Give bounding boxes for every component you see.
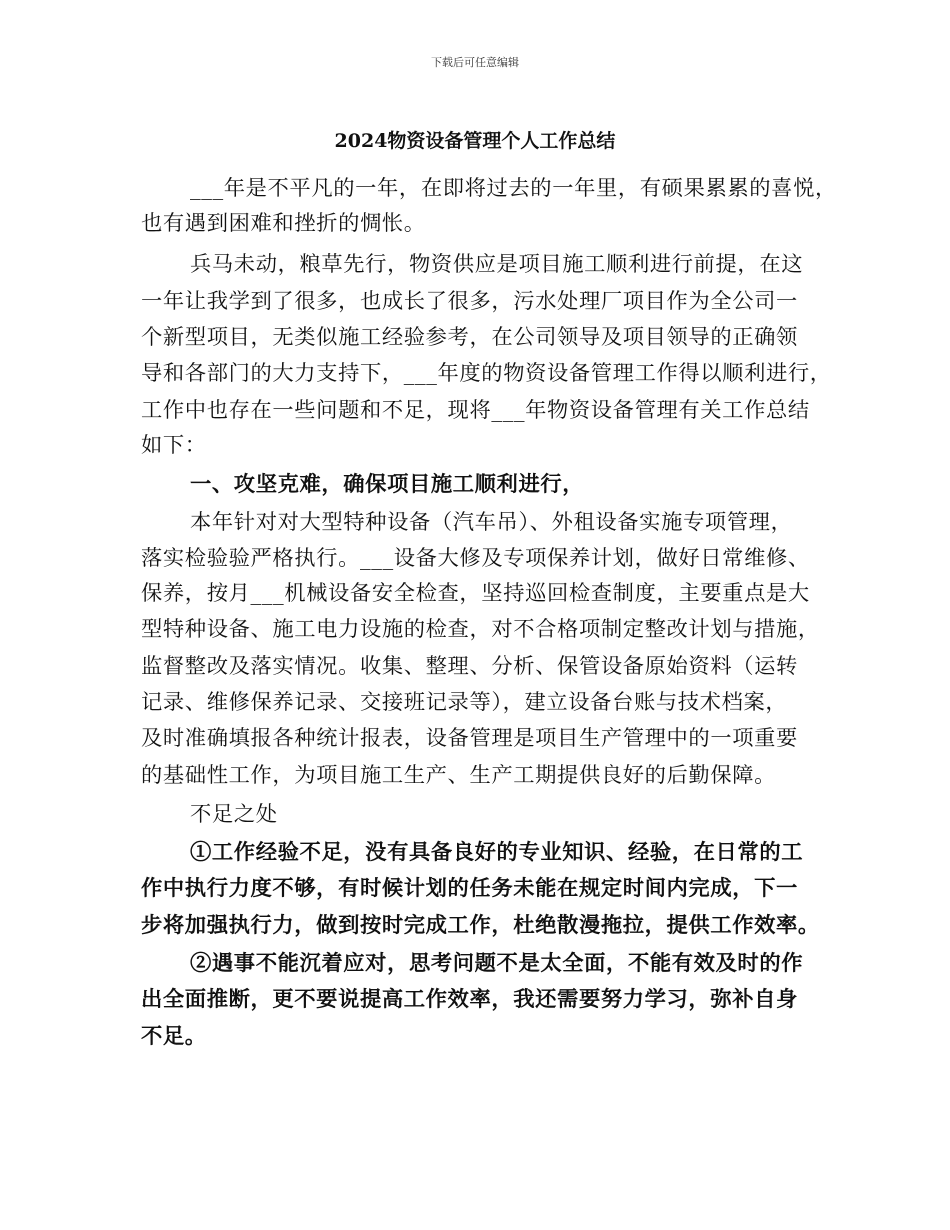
paragraph-line: ②遇事不能沉着应对，思考问题不是太全面，不能有效及时的作: [190, 951, 804, 976]
paragraph-line: 及时准确填报各种统计报表，设备管理是项目生产管理中的一项重要: [141, 726, 798, 751]
paragraph-line: 兵马未动，粮草先行，物资供应是项目施工顺利进行前提，在这: [190, 252, 804, 277]
paragraph-line: 不足。: [141, 1024, 207, 1049]
page-header-note: 下载后可任意编辑: [431, 56, 519, 69]
paragraph-line: 一年让我学到了很多，也成长了很多，污水处理厂项目作为全公司一: [141, 289, 798, 314]
subheading: 不足之处: [190, 802, 278, 827]
paragraph-line: 监督整改及落实情况。收集、整理、分析、保管设备原始资料（运转: [141, 654, 798, 679]
section-heading: 一、攻坚克难，确保项目施工顺利进行，: [190, 472, 585, 497]
paragraph-line: 记录、维修保养记录、交接班记录等），建立设备台账与技术档案，: [141, 690, 788, 715]
paragraph-line: 型特种设备、施工电力设施的检查，对不合格项制定整改计划与措施，: [141, 617, 820, 642]
paragraph-line: 也有遇到困难和挫折的惆怅。: [141, 211, 426, 236]
paragraph-line: 步将加强执行力，做到按时完成工作，杜绝散漫拖拉，提供工作效率。: [141, 913, 820, 938]
document-title: 2024物资设备管理个人工作总结: [334, 130, 616, 152]
paragraph-line: ①工作经验不足，没有具备良好的专业知识、经验，在日常的工: [190, 840, 804, 865]
paragraph-line: 导和各部门的大力支持下，___年度的物资设备管理工作得以顺利进行，: [141, 361, 832, 386]
paragraph-line: 作中执行力度不够，有时候计划的任务未能在规定时间内完成，下一: [141, 876, 798, 901]
paragraph-line: 落实检验验严格执行。___设备大修及专项保养计划，做好日常维修、: [141, 546, 810, 571]
paragraph-line: 工作中也存在一些问题和不足，现将___年物资设备管理有关工作总结: [141, 398, 810, 423]
paragraph-line: 保养，按月___机械设备安全检查，坚持巡回检查制度，主要重点是大: [141, 581, 810, 606]
paragraph-line: 的基础性工作，为项目施工生产、生产工期提供良好的后勤保障。: [141, 763, 777, 788]
paragraph-line: 个新型项目，无类似施工经验参考，在公司领导及项目领导的正确领: [141, 325, 798, 350]
paragraph-line: ___年是不平凡的一年，在即将过去的一年里，有硕果累累的喜悦，: [190, 176, 837, 201]
paragraph-line: 本年针对对大型特种设备（汽车吊）、外租设备实施专项管理，: [190, 510, 793, 535]
paragraph-line: 出全面推断，更不要说提高工作效率，我还需要努力学习，弥补自身: [141, 987, 798, 1012]
paragraph-line: 如下：: [141, 433, 207, 458]
